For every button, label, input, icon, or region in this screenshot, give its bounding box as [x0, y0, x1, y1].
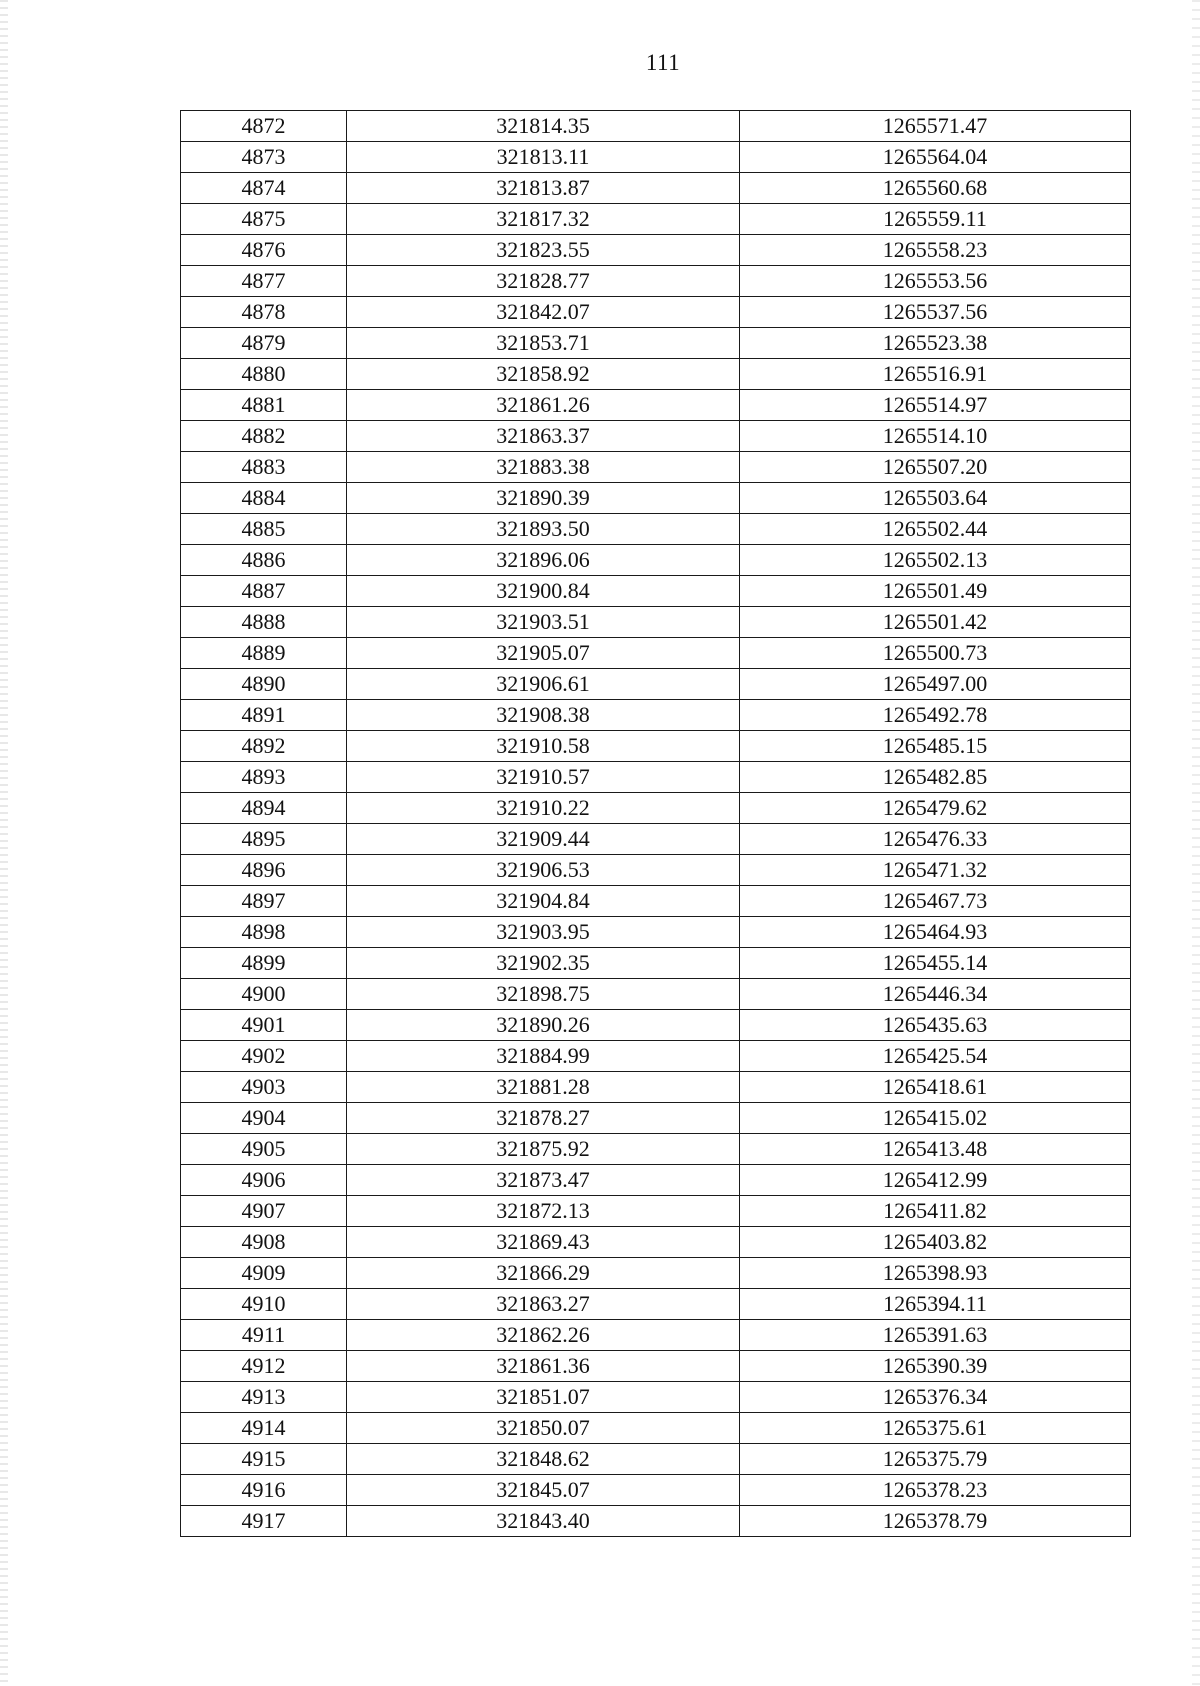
- y-coordinate-cell: 1265412.99: [740, 1165, 1131, 1196]
- table-row: [181, 855, 1131, 886]
- table-row: [181, 1103, 1131, 1134]
- point-number-cell: 4909: [181, 1258, 347, 1289]
- y-coordinate-cell: 1265502.44: [740, 514, 1131, 545]
- table-row: [181, 1320, 1131, 1351]
- point-number-cell: 4916: [181, 1475, 347, 1506]
- point-number-cell: 4876: [181, 235, 347, 266]
- table-row: [181, 793, 1131, 824]
- y-coordinate-cell: 1265464.93: [740, 917, 1131, 948]
- table-row: [181, 421, 1131, 452]
- table-row: [181, 1010, 1131, 1041]
- point-number-cell: 4880: [181, 359, 347, 390]
- table-row: [181, 390, 1131, 421]
- y-coordinate-cell: 1265418.61: [740, 1072, 1131, 1103]
- table-row: [181, 1413, 1131, 1444]
- x-coordinate-cell: 321909.44: [347, 824, 740, 855]
- x-coordinate-cell: 321862.26: [347, 1320, 740, 1351]
- x-coordinate-cell: 321890.26: [347, 1010, 740, 1041]
- point-number-cell: 4893: [181, 762, 347, 793]
- table-row: [181, 142, 1131, 173]
- y-coordinate-cell: 1265497.00: [740, 669, 1131, 700]
- x-coordinate-cell: 321848.62: [347, 1444, 740, 1475]
- x-coordinate-cell: 321863.27: [347, 1289, 740, 1320]
- x-coordinate-cell: 321814.35: [347, 111, 740, 142]
- table-row: [181, 1041, 1131, 1072]
- y-coordinate-cell: 1265516.91: [740, 359, 1131, 390]
- x-coordinate-cell: 321903.51: [347, 607, 740, 638]
- y-coordinate-cell: 1265376.34: [740, 1382, 1131, 1413]
- point-number-cell: 4912: [181, 1351, 347, 1382]
- y-coordinate-cell: 1265553.56: [740, 266, 1131, 297]
- x-coordinate-cell: 321850.07: [347, 1413, 740, 1444]
- y-coordinate-cell: 1265476.33: [740, 824, 1131, 855]
- y-coordinate-cell: 1265455.14: [740, 948, 1131, 979]
- x-coordinate-cell: 321904.84: [347, 886, 740, 917]
- x-coordinate-cell: 321851.07: [347, 1382, 740, 1413]
- table-row: [181, 297, 1131, 328]
- y-coordinate-cell: 1265390.39: [740, 1351, 1131, 1382]
- x-coordinate-cell: 321845.07: [347, 1475, 740, 1506]
- point-number-cell: 4882: [181, 421, 347, 452]
- point-number-cell: 4873: [181, 142, 347, 173]
- point-number-cell: 4915: [181, 1444, 347, 1475]
- y-coordinate-cell: 1265560.68: [740, 173, 1131, 204]
- y-coordinate-cell: 1265394.11: [740, 1289, 1131, 1320]
- x-coordinate-cell: 321858.92: [347, 359, 740, 390]
- y-coordinate-cell: 1265375.61: [740, 1413, 1131, 1444]
- y-coordinate-cell: 1265479.62: [740, 793, 1131, 824]
- point-number-cell: 4891: [181, 700, 347, 731]
- table-row: [181, 917, 1131, 948]
- x-coordinate-cell: 321906.53: [347, 855, 740, 886]
- y-coordinate-cell: 1265500.73: [740, 638, 1131, 669]
- point-number-cell: 4911: [181, 1320, 347, 1351]
- y-coordinate-cell: 1265425.54: [740, 1041, 1131, 1072]
- point-number-cell: 4881: [181, 390, 347, 421]
- table-row: [181, 1475, 1131, 1506]
- x-coordinate-cell: 321875.92: [347, 1134, 740, 1165]
- table-row: [181, 514, 1131, 545]
- table-row: [181, 607, 1131, 638]
- table-row: [181, 1072, 1131, 1103]
- point-number-cell: 4917: [181, 1506, 347, 1537]
- y-coordinate-cell: 1265558.23: [740, 235, 1131, 266]
- y-coordinate-cell: 1265482.85: [740, 762, 1131, 793]
- y-coordinate-cell: 1265411.82: [740, 1196, 1131, 1227]
- table-row: [181, 235, 1131, 266]
- x-coordinate-cell: 321903.95: [347, 917, 740, 948]
- y-coordinate-cell: 1265378.23: [740, 1475, 1131, 1506]
- x-coordinate-cell: 321872.13: [347, 1196, 740, 1227]
- y-coordinate-cell: 1265492.78: [740, 700, 1131, 731]
- coordinate-table: [180, 110, 1131, 1537]
- page-number: 111: [645, 50, 681, 75]
- table-row: [181, 1382, 1131, 1413]
- point-number-cell: 4900: [181, 979, 347, 1010]
- y-coordinate-cell: 1265537.56: [740, 297, 1131, 328]
- point-number-cell: 4913: [181, 1382, 347, 1413]
- x-coordinate-cell: 321817.32: [347, 204, 740, 235]
- y-coordinate-cell: 1265559.11: [740, 204, 1131, 235]
- table-row: [181, 328, 1131, 359]
- point-number-cell: 4904: [181, 1103, 347, 1134]
- y-coordinate-cell: 1265391.63: [740, 1320, 1131, 1351]
- point-number-cell: 4906: [181, 1165, 347, 1196]
- x-coordinate-cell: 321910.57: [347, 762, 740, 793]
- point-number-cell: 4888: [181, 607, 347, 638]
- point-number-cell: 4892: [181, 731, 347, 762]
- x-coordinate-cell: 321866.29: [347, 1258, 740, 1289]
- point-number-cell: 4901: [181, 1010, 347, 1041]
- y-coordinate-cell: 1265514.97: [740, 390, 1131, 421]
- point-number-cell: 4896: [181, 855, 347, 886]
- table-row: [181, 576, 1131, 607]
- x-coordinate-cell: 321884.99: [347, 1041, 740, 1072]
- x-coordinate-cell: 321853.71: [347, 328, 740, 359]
- table-row: [181, 979, 1131, 1010]
- table-row: [181, 204, 1131, 235]
- table-row: [181, 545, 1131, 576]
- x-coordinate-cell: 321873.47: [347, 1165, 740, 1196]
- y-coordinate-cell: 1265375.79: [740, 1444, 1131, 1475]
- point-number-cell: 4890: [181, 669, 347, 700]
- x-coordinate-cell: 321813.11: [347, 142, 740, 173]
- y-coordinate-cell: 1265446.34: [740, 979, 1131, 1010]
- table-row: [181, 173, 1131, 204]
- table-row: [181, 948, 1131, 979]
- point-number-cell: 4895: [181, 824, 347, 855]
- y-coordinate-cell: 1265471.32: [740, 855, 1131, 886]
- x-coordinate-cell: 321910.58: [347, 731, 740, 762]
- x-coordinate-cell: 321861.36: [347, 1351, 740, 1382]
- x-coordinate-cell: 321890.39: [347, 483, 740, 514]
- point-number-cell: 4886: [181, 545, 347, 576]
- point-number-cell: 4908: [181, 1227, 347, 1258]
- point-number-cell: 4903: [181, 1072, 347, 1103]
- x-coordinate-cell: 321813.87: [347, 173, 740, 204]
- x-coordinate-cell: 321883.38: [347, 452, 740, 483]
- table-row: [181, 731, 1131, 762]
- y-coordinate-cell: 1265485.15: [740, 731, 1131, 762]
- table-row: [181, 1506, 1131, 1537]
- table-row: [181, 1134, 1131, 1165]
- table-row: [181, 669, 1131, 700]
- table-row: [181, 1165, 1131, 1196]
- y-coordinate-cell: 1265523.38: [740, 328, 1131, 359]
- point-number-cell: 4907: [181, 1196, 347, 1227]
- y-coordinate-cell: 1265514.10: [740, 421, 1131, 452]
- x-coordinate-cell: 321898.75: [347, 979, 740, 1010]
- table-row: [181, 700, 1131, 731]
- x-coordinate-cell: 321843.40: [347, 1506, 740, 1537]
- point-number-cell: 4894: [181, 793, 347, 824]
- x-coordinate-cell: 321900.84: [347, 576, 740, 607]
- x-coordinate-cell: 321881.28: [347, 1072, 740, 1103]
- y-coordinate-cell: 1265501.42: [740, 607, 1131, 638]
- coordinate-table-body: [181, 111, 1131, 1537]
- y-coordinate-cell: 1265507.20: [740, 452, 1131, 483]
- scan-edge-right: [1192, 0, 1200, 1686]
- x-coordinate-cell: 321823.55: [347, 235, 740, 266]
- point-number-cell: 4877: [181, 266, 347, 297]
- table-row: [181, 1258, 1131, 1289]
- point-number-cell: 4875: [181, 204, 347, 235]
- x-coordinate-cell: 321863.37: [347, 421, 740, 452]
- point-number-cell: 4874: [181, 173, 347, 204]
- y-coordinate-cell: 1265564.04: [740, 142, 1131, 173]
- y-coordinate-cell: 1265467.73: [740, 886, 1131, 917]
- table-row: [181, 638, 1131, 669]
- y-coordinate-cell: 1265415.02: [740, 1103, 1131, 1134]
- x-coordinate-cell: 321896.06: [347, 545, 740, 576]
- y-coordinate-cell: 1265435.63: [740, 1010, 1131, 1041]
- point-number-cell: 4897: [181, 886, 347, 917]
- x-coordinate-cell: 321906.61: [347, 669, 740, 700]
- x-coordinate-cell: 321869.43: [347, 1227, 740, 1258]
- point-number-cell: 4883: [181, 452, 347, 483]
- point-number-cell: 4899: [181, 948, 347, 979]
- x-coordinate-cell: 321902.35: [347, 948, 740, 979]
- y-coordinate-cell: 1265413.48: [740, 1134, 1131, 1165]
- table-row: [181, 1444, 1131, 1475]
- x-coordinate-cell: 321861.26: [347, 390, 740, 421]
- table-row: [181, 1351, 1131, 1382]
- table-row: [181, 359, 1131, 390]
- y-coordinate-cell: 1265378.79: [740, 1506, 1131, 1537]
- x-coordinate-cell: 321905.07: [347, 638, 740, 669]
- y-coordinate-cell: 1265571.47: [740, 111, 1131, 142]
- point-number-cell: 4905: [181, 1134, 347, 1165]
- table-row: [181, 483, 1131, 514]
- point-number-cell: 4879: [181, 328, 347, 359]
- y-coordinate-cell: 1265403.82: [740, 1227, 1131, 1258]
- y-coordinate-cell: 1265398.93: [740, 1258, 1131, 1289]
- y-coordinate-cell: 1265503.64: [740, 483, 1131, 514]
- table-row: [181, 886, 1131, 917]
- point-number-cell: 4884: [181, 483, 347, 514]
- point-number-cell: 4872: [181, 111, 347, 142]
- point-number-cell: 4878: [181, 297, 347, 328]
- x-coordinate-cell: 321893.50: [347, 514, 740, 545]
- table-row: [181, 762, 1131, 793]
- y-coordinate-cell: 1265502.13: [740, 545, 1131, 576]
- point-number-cell: 4914: [181, 1413, 347, 1444]
- table-row: [181, 111, 1131, 142]
- table-row: [181, 1227, 1131, 1258]
- x-coordinate-cell: 321908.38: [347, 700, 740, 731]
- table-row: [181, 266, 1131, 297]
- x-coordinate-cell: 321878.27: [347, 1103, 740, 1134]
- x-coordinate-cell: 321842.07: [347, 297, 740, 328]
- point-number-cell: 4887: [181, 576, 347, 607]
- x-coordinate-cell: 321828.77: [347, 266, 740, 297]
- point-number-cell: 4889: [181, 638, 347, 669]
- x-coordinate-cell: 321910.22: [347, 793, 740, 824]
- table-row: [181, 1196, 1131, 1227]
- scan-edge-left: [0, 0, 8, 1686]
- y-coordinate-cell: 1265501.49: [740, 576, 1131, 607]
- table-row: [181, 1289, 1131, 1320]
- table-row: [181, 452, 1131, 483]
- point-number-cell: 4910: [181, 1289, 347, 1320]
- point-number-cell: 4902: [181, 1041, 347, 1072]
- point-number-cell: 4898: [181, 917, 347, 948]
- point-number-cell: 4885: [181, 514, 347, 545]
- table-row: [181, 824, 1131, 855]
